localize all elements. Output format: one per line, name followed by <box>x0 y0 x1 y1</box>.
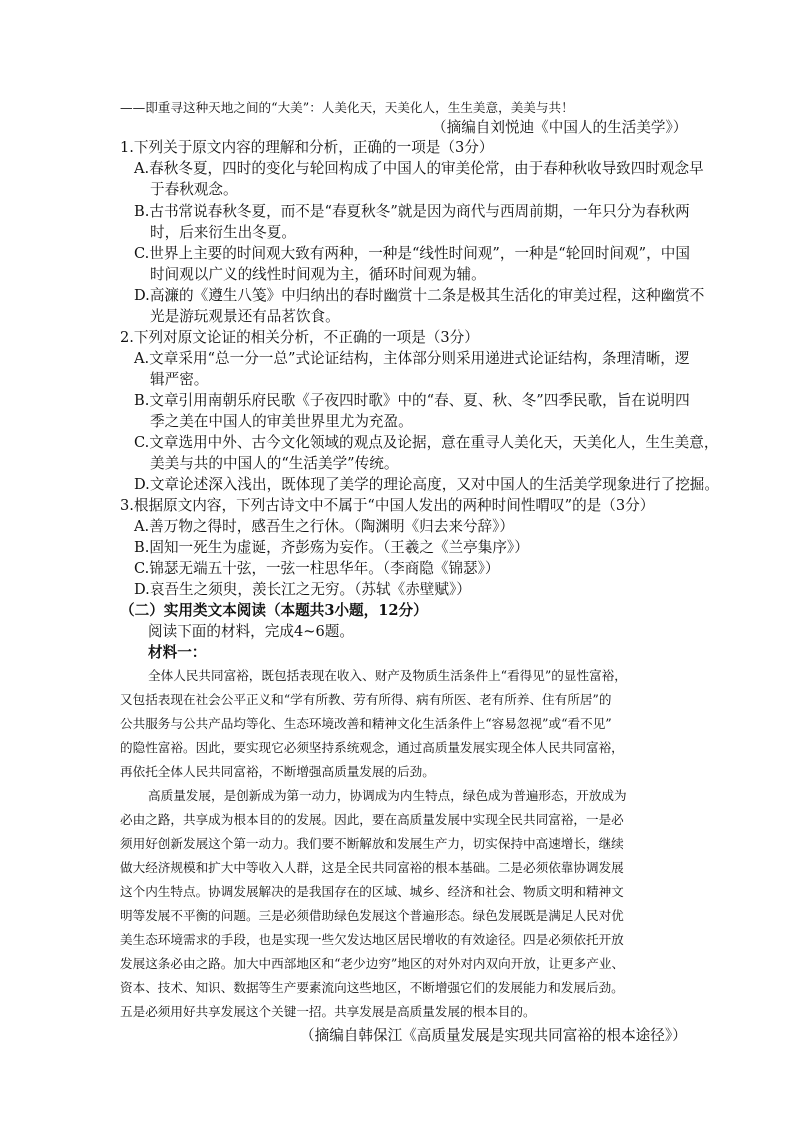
material-1-line-11: 明等发展不平衡的问题。三是必须借助绿色发展这个普遍形态。绿色发展既是满足人民对优 <box>120 908 624 923</box>
question-3-option-b: B.固知一死生为虚诞，齐彭殇为妄作。（王羲之《兰亭集序》） <box>134 539 529 556</box>
material-1-line-10: 这个内生特点。协调发展解决的是我国存在的区域、城乡、经济和社会、物质文明和精神文 <box>120 884 624 899</box>
question-1-option-c-line1: C.世界上主要的时间观大致有两种，一种是“线性时间观”，一种是“轮回时间观”，中国 <box>134 245 690 262</box>
question-2-option-b-line2: 季之美在中国人的审美世界里尤为充盈。 <box>150 413 413 430</box>
source-citation-1: （摘编自刘悦迪《中国人的生活美学》） <box>432 119 688 136</box>
material-1-line-1: 全体人民共同富裕，既包括表现在收入、财产及物质生活条件上“看得见”的显性富裕， <box>148 668 627 683</box>
question-2-option-a-line2: 辑严密。 <box>150 371 209 388</box>
material-1-line-8: 须用好创新发展这个第一动力。我们要不断解放和发展生产力，切实保持中高速增长，继续 <box>120 836 624 851</box>
section-2-heading: （二）实用类文本阅读（本题共3小题，12分） <box>120 602 428 619</box>
question-1-option-b-line2: 时，后来衍生出冬夏。 <box>150 224 296 241</box>
question-2-option-c-line2: 美美与共的中国人的“生活美学”传统。 <box>150 455 399 472</box>
material-1-line-4: 的隐性富裕。因此，要实现它必须坚持系统观念，通过高质量发展实现全体人民共同富裕， <box>120 740 624 755</box>
question-1-option-b-line1: B.古书常说春秋冬夏，而不是“春夏秋冬”就是因为商代与西周前期，一年只分为春秋两 <box>134 203 690 220</box>
question-2-option-c-line1: C.文章选用中外、古今文化领域的观点及论据，意在重寻人美化天，天美化人，生生美意， <box>134 434 719 451</box>
material-1-label: 材料一： <box>148 644 207 661</box>
material-1-line-3: 公共服务与公共产品均等化、生态环境改善和精神文化生活条件上“容易忽视”或“看不见” <box>120 716 612 731</box>
question-2-option-a-line1: A.文章采用“总一分一总”式论证结构，主体部分则采用递进式论证结构，条理清晰，逻 <box>134 350 690 367</box>
material-1-line-7: 必由之路，共享成为根本目的的发展。因此，要在高质量发展中实现全民共同富裕，一是必 <box>120 812 624 827</box>
question-1-option-d-line1: D.高濂的《遵生八笺》中归纳出的春时幽赏十二条是极其生活化的审美过程，这种幽赏不 <box>134 287 705 304</box>
material-1-line-15: 五是必须用好共享发展这个关键一招。共享发展是高质量发展的根本目的。 <box>120 1004 536 1019</box>
question-2-option-d: D.文章论述深入浅出，既体现了美学的理论高度，又对中国人的生活美学现象进行了挖掘。 <box>134 476 719 493</box>
material-1-line-9: 做大经济规模和扩大中等收入人群，这是全民共同富裕的根本基础。二是必须依靠协调发展 <box>120 860 624 875</box>
question-3-option-c: C.锦瑟无端五十弦，一弦一柱思华年。（李商隐《锦瑟》） <box>134 560 500 577</box>
question-1-option-c-line2: 时间观以广义的线性时间观为主，循环时间观为辅。 <box>150 266 486 283</box>
material-1-line-2: 又包括表现在社会公平正义和“学有所教、劳有所得、病有所医、老有所养、住有所居”的 <box>120 692 612 707</box>
source-citation-2: （摘编自韩保江《高质量发展是实现共同富裕的根本途径》） <box>300 1027 687 1044</box>
question-2-stem: 2.下列对原文论证的相关分析，不正确的一项是（3分） <box>120 329 479 346</box>
material-1-line-13: 发展这条必由之路。加大中西部地区和“老少边穷”地区的对外对内双向开放，让更多产业、 <box>120 956 625 971</box>
material-1-line-6: 高质量发展，是创新成为第一动力，协调成为内生特点，绿色成为普遍形态，开放成为 <box>148 788 627 803</box>
section-2-intro: 阅读下面的材料，完成4~6题。 <box>148 623 354 640</box>
material-1-line-5: 再依托全体人民共同富裕，不断增强高质量发展的后劲。 <box>120 764 435 779</box>
question-3-stem: 3.根据原文内容，下列古诗文中不属于“中国人发出的两种时间性喟叹”的是（3分） <box>120 497 655 514</box>
question-1-stem: 1.下列关于原文内容的理解和分析，正确的一项是（3分） <box>120 139 494 156</box>
material-1-line-12: 美生态环境需求的手段，也是实现一些欠发达地区居民增收的有效途径。四是必须依托开放 <box>120 932 624 947</box>
question-2-option-b-line1: B.文章引用南朝乐府民歌《子夜四时歌》中的“春、夏、秋、冬”四季民歌，旨在说明四 <box>134 392 690 409</box>
question-3-option-a: A.善万物之得时，感吾生之行休。（陶渊明《归去来兮辞》） <box>134 518 515 535</box>
material-1-line-14: 资本、技术、知识、数据等生产要素流向这些地区，不断增强它们的发展能力和发展后劲。 <box>120 980 624 995</box>
question-1-option-d-line2: 光是游玩观景还有品茗饮食。 <box>150 308 340 325</box>
question-1-option-a-line2: 于春秋观念。 <box>150 181 238 198</box>
question-3-option-d: D.哀吾生之须臾，羡长江之无穷。（苏轼《赤壁赋》） <box>134 581 471 598</box>
question-1-option-a-line1: A.春秋冬夏，四时的变化与轮回构成了中国人的审美伦常，由于春种秋收导致四时观念早 <box>134 160 704 177</box>
quote-line: ——即重寻这种天地之间的“大美”：人美化天，天美化人，生生美意，美美与共！ <box>120 100 574 115</box>
